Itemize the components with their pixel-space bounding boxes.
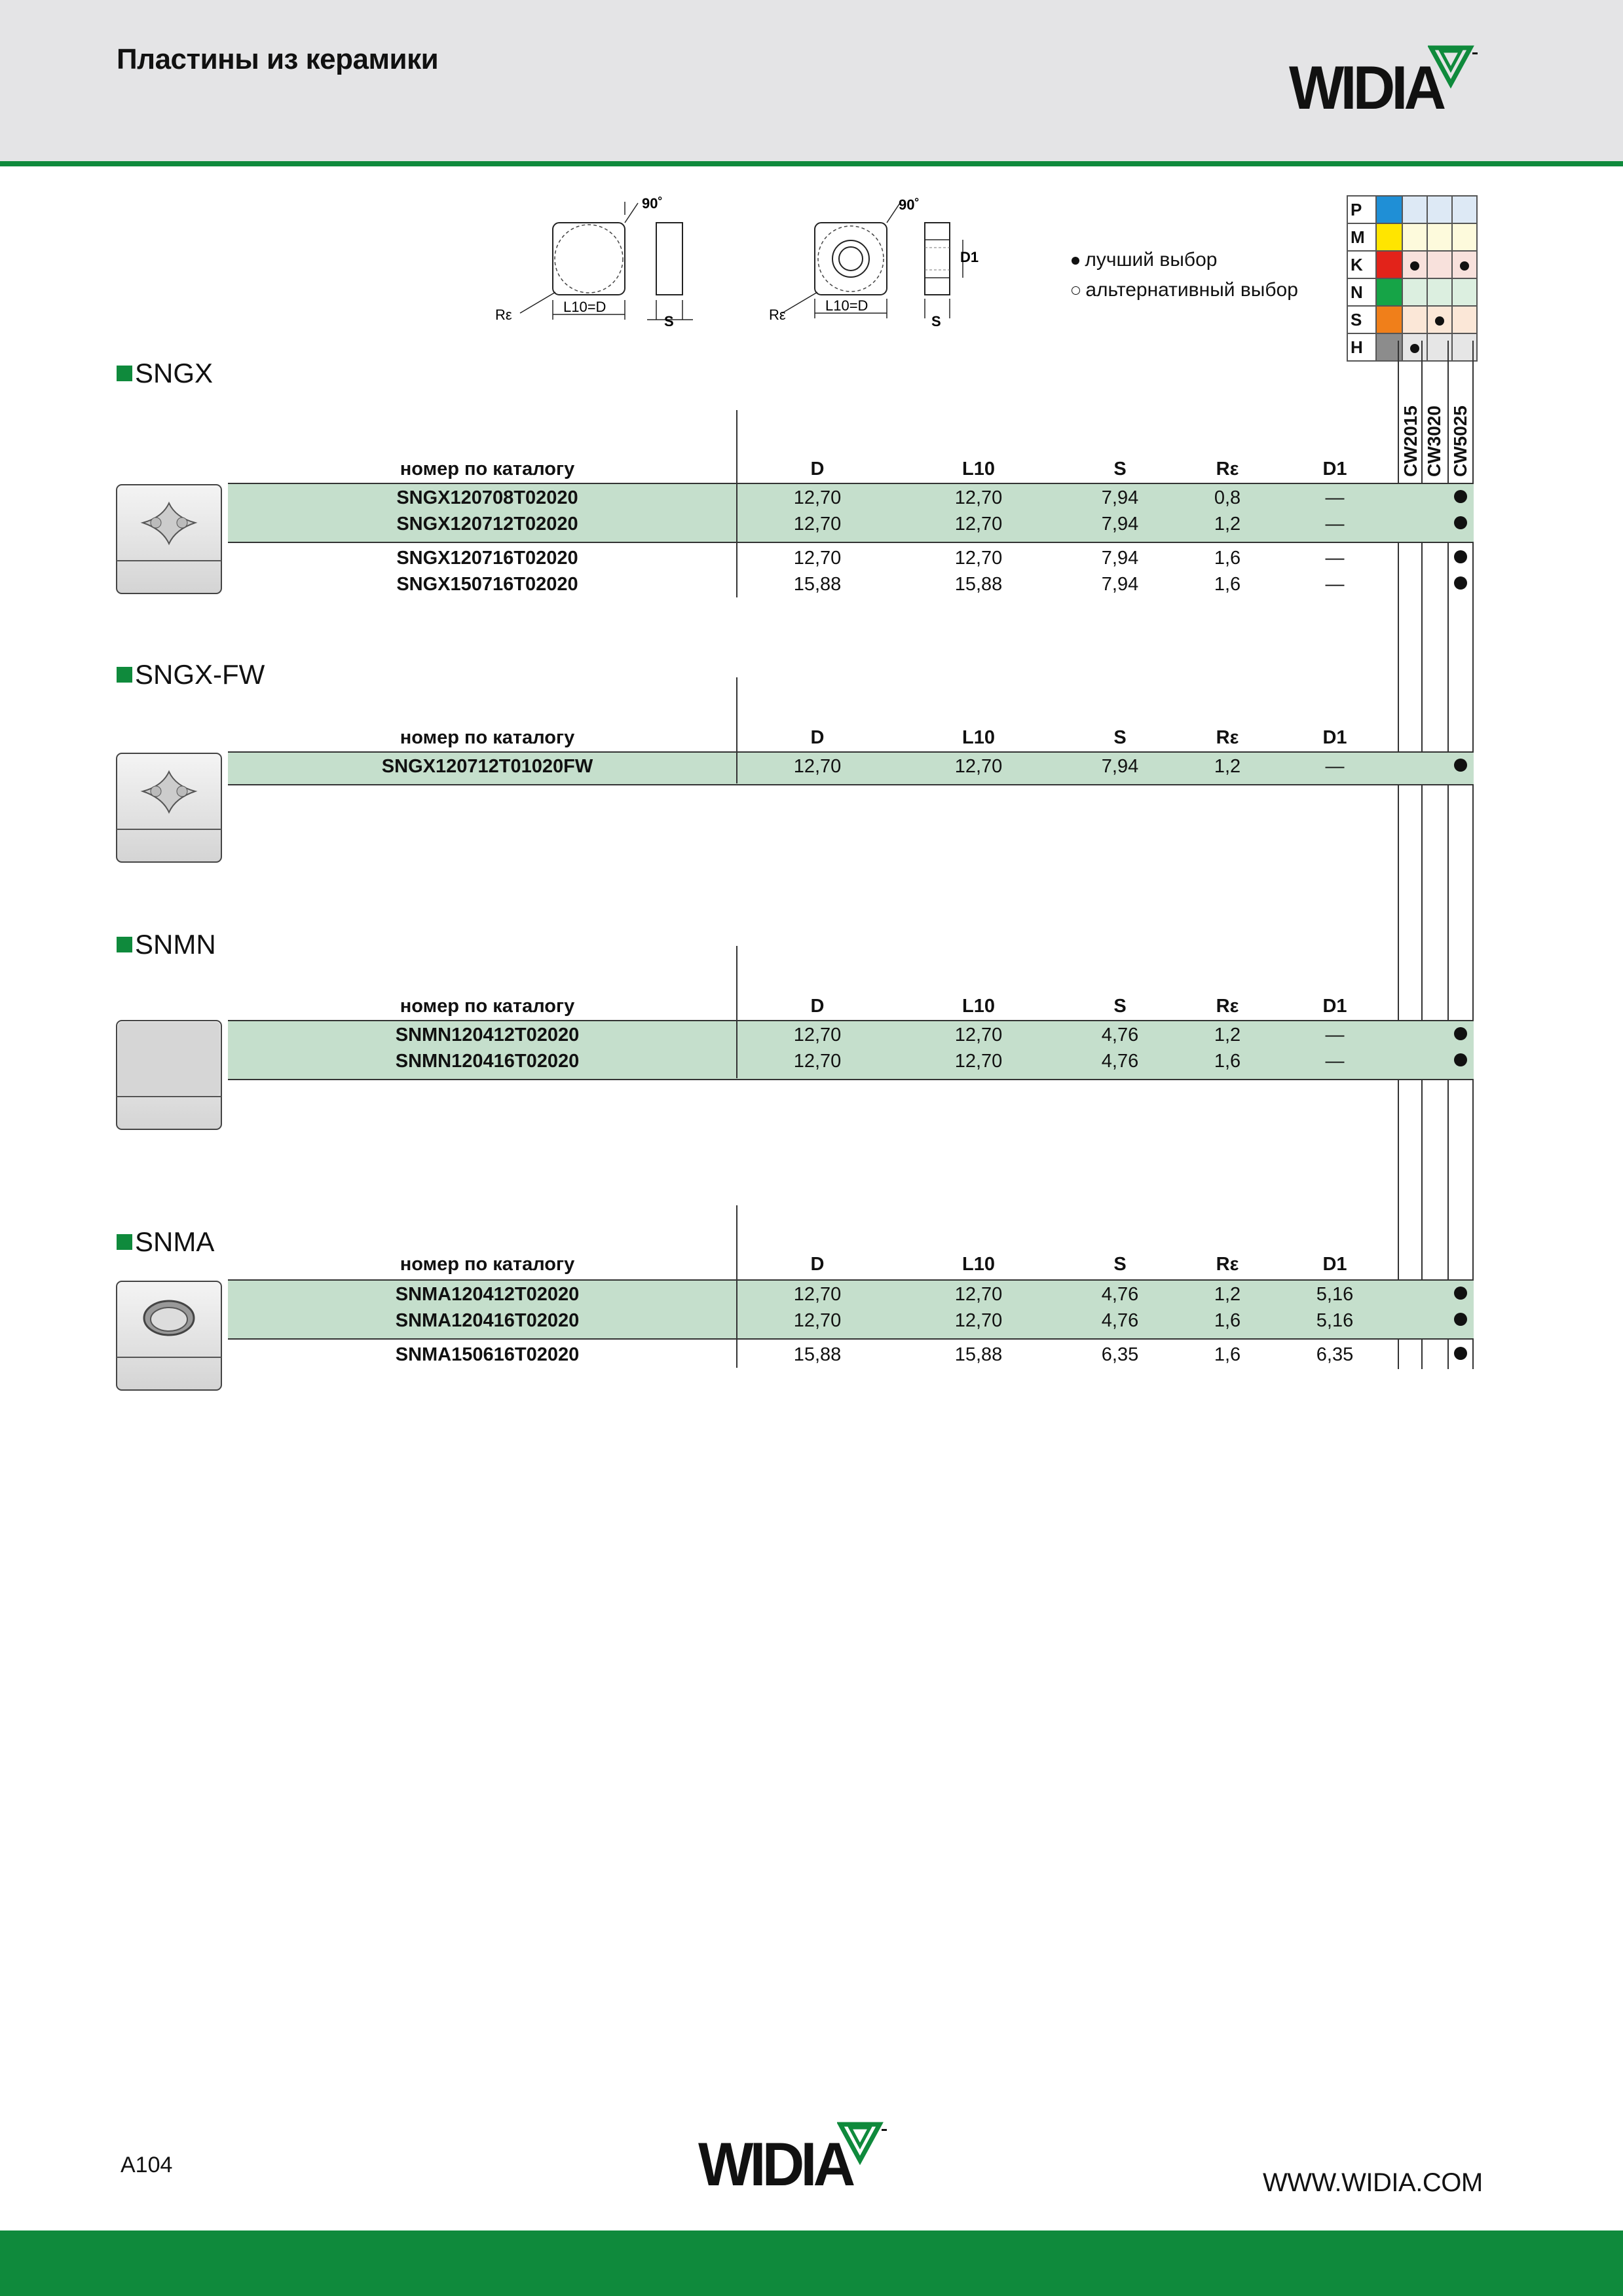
- page-title: Пластины из керамики: [117, 43, 439, 75]
- iso-grade-cell: [1402, 306, 1427, 333]
- column-header-code: номер по каталогу: [400, 727, 575, 748]
- diagram-l10d-label: L10=D: [563, 299, 606, 315]
- section-title-snma: [117, 1226, 214, 1258]
- iso-grade-cell: [1427, 306, 1452, 333]
- column-header-s: S: [1113, 727, 1127, 748]
- diagram2-l10d-label: L10=D: [825, 297, 868, 314]
- cell-d1: 5,16: [1316, 1284, 1354, 1305]
- iso-grade-cell: [1452, 223, 1477, 251]
- cell-d: 12,70: [793, 487, 842, 508]
- cell-code: SNMA120416T02020: [395, 1310, 580, 1331]
- cell-s: 4,76: [1101, 1025, 1139, 1045]
- insert-photo-snmn: [115, 1019, 223, 1131]
- cell-d1: —: [1325, 1051, 1345, 1072]
- column-header-d1: D1: [1322, 1254, 1347, 1275]
- cell-re: 1,6: [1214, 1310, 1241, 1331]
- cell-l10: 12,70: [954, 1025, 1003, 1045]
- cell-d1: 5,16: [1316, 1310, 1354, 1331]
- column-header-d: D: [810, 996, 825, 1017]
- iso-color-swatch: [1376, 223, 1402, 251]
- table-row: [228, 485, 1474, 511]
- cell-s: 4,76: [1101, 1051, 1139, 1072]
- cell-l10: 12,70: [954, 514, 1003, 535]
- best-choice-dot-icon: [1454, 1313, 1467, 1326]
- iso-row-s: [1347, 306, 1477, 333]
- filled-dot-icon: [1072, 257, 1079, 265]
- cell-d1: —: [1325, 548, 1345, 569]
- cell-d: 15,88: [793, 574, 842, 595]
- cell-d1: —: [1325, 1025, 1345, 1045]
- footer-logo-triangle-icon: [837, 2121, 889, 2167]
- best-choice-dot-icon: [1454, 576, 1467, 590]
- column-header-re: Rε: [1216, 996, 1239, 1017]
- column-header-d: D: [810, 727, 825, 748]
- iso-grade-cell: [1427, 196, 1452, 223]
- cell-re: 1,6: [1214, 1344, 1241, 1365]
- cell-d: 15,88: [793, 1344, 842, 1365]
- cell-s: 4,76: [1101, 1284, 1139, 1305]
- cell-code: SNGX120716T02020: [396, 548, 578, 569]
- legend-alternative-label: альтернативный выбор: [1085, 279, 1298, 301]
- column-header-d1: D1: [1322, 996, 1347, 1017]
- cell-l10: 12,70: [954, 1310, 1003, 1331]
- diagram-angle-label: 90˚: [642, 195, 663, 212]
- logo-wordmark: WIDIA: [1289, 53, 1443, 122]
- green-square-icon: [117, 366, 132, 381]
- column-header-d: D: [810, 1254, 825, 1275]
- insert-photo-snma: [115, 1280, 223, 1391]
- column-header-l10: L10: [962, 459, 995, 480]
- diagram-re-label: Rε: [495, 307, 512, 323]
- best-choice-dot-icon: [1454, 1347, 1467, 1360]
- insert-photo-sngx: [115, 483, 223, 595]
- column-header-s: S: [1113, 996, 1127, 1017]
- iso-label: N: [1347, 278, 1376, 306]
- table-row: [228, 1048, 1474, 1074]
- diagram2-s-label: S: [931, 313, 941, 329]
- iso-color-swatch: [1376, 306, 1402, 333]
- column-header-code: номер по каталогу: [400, 1254, 575, 1275]
- cell-l10: 12,70: [954, 1284, 1003, 1305]
- filled-dot-icon: [1460, 261, 1469, 271]
- column-header-l10: L10: [962, 996, 995, 1017]
- iso-label: K: [1347, 251, 1376, 278]
- legend-best-label: лучший выбор: [1085, 249, 1218, 271]
- table-row: [228, 1308, 1474, 1334]
- iso-grade-cell: [1427, 278, 1452, 306]
- column-header-d: D: [810, 459, 825, 480]
- cell-d: 12,70: [793, 1025, 842, 1045]
- cell-s: 7,94: [1101, 548, 1139, 569]
- table-row: [228, 511, 1474, 537]
- column-header-s: S: [1113, 1254, 1127, 1275]
- footer-logo: [698, 2129, 860, 2200]
- cell-d: 12,70: [793, 548, 842, 569]
- website-link[interactable]: WWW.WIDIA.COM: [1263, 2168, 1483, 2197]
- page-number: A104: [121, 2153, 173, 2177]
- cell-re: 1,2: [1214, 1284, 1241, 1305]
- iso-grade-cell: [1402, 278, 1427, 306]
- iso-label: H: [1347, 333, 1376, 361]
- section-title-snmn: [117, 929, 216, 960]
- best-choice-dot-icon: [1454, 490, 1467, 503]
- cell-code: SNGX120712T01020FW: [381, 756, 593, 777]
- iso-color-swatch: [1376, 196, 1402, 223]
- cell-s: 6,35: [1101, 1344, 1139, 1365]
- cell-d: 12,70: [793, 1310, 842, 1331]
- cell-re: 1,6: [1214, 548, 1241, 569]
- table-row: [228, 545, 1474, 571]
- best-choice-dot-icon: [1454, 1287, 1467, 1300]
- cell-d: 12,70: [793, 1051, 842, 1072]
- header-logo: [1289, 52, 1451, 123]
- green-square-icon: [117, 937, 132, 952]
- cell-d1: —: [1325, 514, 1345, 535]
- iso-material-table: [1347, 195, 1478, 362]
- iso-label: P: [1347, 196, 1376, 223]
- cell-l10: 15,88: [954, 1344, 1003, 1365]
- diagram2-re-label: Rε: [769, 307, 786, 323]
- table-row: [228, 571, 1474, 597]
- iso-row-n: [1347, 278, 1477, 306]
- best-choice-dot-icon: [1454, 759, 1467, 772]
- column-header-re: Rε: [1216, 459, 1239, 480]
- table-row: [228, 1342, 1474, 1368]
- best-choice-dot-icon: [1454, 516, 1467, 529]
- iso-grade-cell: [1427, 251, 1452, 278]
- iso-grade-cell: [1452, 251, 1477, 278]
- iso-grade-cell: [1402, 251, 1427, 278]
- cell-code: SNGX120712T02020: [396, 514, 578, 535]
- iso-label: S: [1347, 306, 1376, 333]
- cell-s: 7,94: [1101, 756, 1139, 777]
- legend-best: [1072, 249, 1217, 271]
- iso-row-p: [1347, 196, 1477, 223]
- cell-l10: 12,70: [954, 1051, 1003, 1072]
- insert-diagram-sngx: [490, 189, 713, 333]
- iso-grade-cell: [1402, 196, 1427, 223]
- iso-grade-cell: [1452, 306, 1477, 333]
- best-choice-dot-icon: [1454, 1027, 1467, 1040]
- column-header-l10: L10: [962, 727, 995, 748]
- grade-label-cw3020: CW3020: [1424, 405, 1444, 477]
- footer-logo-wordmark: WIDIA: [698, 2130, 852, 2198]
- green-square-icon: [117, 667, 132, 683]
- hollow-dot-icon: [1072, 286, 1080, 295]
- section-title-sngx: [117, 358, 213, 389]
- best-choice-dot-icon: [1454, 550, 1467, 563]
- header-divider: [0, 161, 1623, 166]
- section-title-text: SNMN: [135, 929, 216, 960]
- cell-code: SNGX120708T02020: [396, 487, 578, 508]
- cell-s: 7,94: [1101, 514, 1139, 535]
- cell-l10: 15,88: [954, 574, 1003, 595]
- section-title-text: SNGX: [135, 358, 214, 388]
- cell-d1: 6,35: [1316, 1344, 1354, 1365]
- section-title-sngx-fw: [117, 659, 265, 690]
- column-header-re: Rε: [1216, 1254, 1239, 1275]
- iso-grade-cell: [1402, 223, 1427, 251]
- section-title-text: SNGX-FW: [135, 659, 265, 690]
- cell-d1: —: [1325, 574, 1345, 595]
- iso-row-m: [1347, 223, 1477, 251]
- grade-label-cw5025: CW5025: [1450, 405, 1470, 477]
- cell-re: 0,8: [1214, 487, 1241, 508]
- iso-color-swatch: [1376, 251, 1402, 278]
- cell-s: 4,76: [1101, 1310, 1139, 1331]
- section-title-text: SNMA: [135, 1226, 215, 1257]
- filled-dot-icon: [1435, 316, 1444, 326]
- grade-label-cw2015: CW2015: [1400, 405, 1421, 477]
- cell-code: SNMN120416T02020: [395, 1051, 580, 1072]
- cell-d: 12,70: [793, 514, 842, 535]
- best-choice-dot-icon: [1454, 1053, 1467, 1066]
- insert-photo-sngx: [115, 752, 223, 863]
- cell-s: 7,94: [1101, 487, 1139, 508]
- cell-re: 1,2: [1214, 514, 1241, 535]
- iso-row-k: [1347, 251, 1477, 278]
- cell-l10: 12,70: [954, 487, 1003, 508]
- cell-re: 1,2: [1214, 756, 1241, 777]
- iso-grade-cell: [1452, 196, 1477, 223]
- cell-d: 12,70: [793, 1284, 842, 1305]
- cell-d1: —: [1325, 756, 1345, 777]
- green-square-icon: [117, 1234, 132, 1250]
- iso-label: M: [1347, 223, 1376, 251]
- column-header-l10: L10: [962, 1254, 995, 1275]
- column-header-re: Rε: [1216, 727, 1239, 748]
- logo-triangle-icon: [1428, 45, 1480, 90]
- column-header-d1: D1: [1322, 459, 1347, 480]
- cell-s: 7,94: [1101, 574, 1139, 595]
- iso-grade-cell: [1452, 278, 1477, 306]
- diagram-s-label: S: [664, 313, 674, 329]
- column-header-s: S: [1113, 459, 1127, 480]
- diagram2-angle-label: 90˚: [899, 197, 920, 213]
- cell-re: 1,6: [1214, 574, 1241, 595]
- column-header-code: номер по каталогу: [400, 996, 575, 1017]
- legend-alternative: [1072, 279, 1298, 301]
- iso-color-swatch: [1376, 278, 1402, 306]
- cell-l10: 12,70: [954, 756, 1003, 777]
- insert-diagram-snma: [766, 189, 1002, 333]
- cell-l10: 12,70: [954, 548, 1003, 569]
- column-header-code: номер по каталогу: [400, 459, 575, 480]
- cell-code: SNGX150716T02020: [396, 574, 578, 595]
- cell-code: SNMA150616T02020: [395, 1344, 580, 1365]
- table-row: [228, 1022, 1474, 1048]
- cell-re: 1,2: [1214, 1025, 1241, 1045]
- table-row: [228, 1281, 1474, 1308]
- cell-code: SNMA120412T02020: [395, 1284, 580, 1305]
- cell-d1: —: [1325, 487, 1345, 508]
- cell-re: 1,6: [1214, 1051, 1241, 1072]
- cell-code: SNMN120412T02020: [395, 1025, 580, 1045]
- table-row: [228, 753, 1474, 780]
- diagram2-d1-label: D1: [960, 249, 979, 265]
- cell-d: 12,70: [793, 756, 842, 777]
- filled-dot-icon: [1410, 261, 1419, 271]
- page-footer-bar: [0, 2230, 1623, 2296]
- iso-grade-cell: [1427, 223, 1452, 251]
- column-header-d1: D1: [1322, 727, 1347, 748]
